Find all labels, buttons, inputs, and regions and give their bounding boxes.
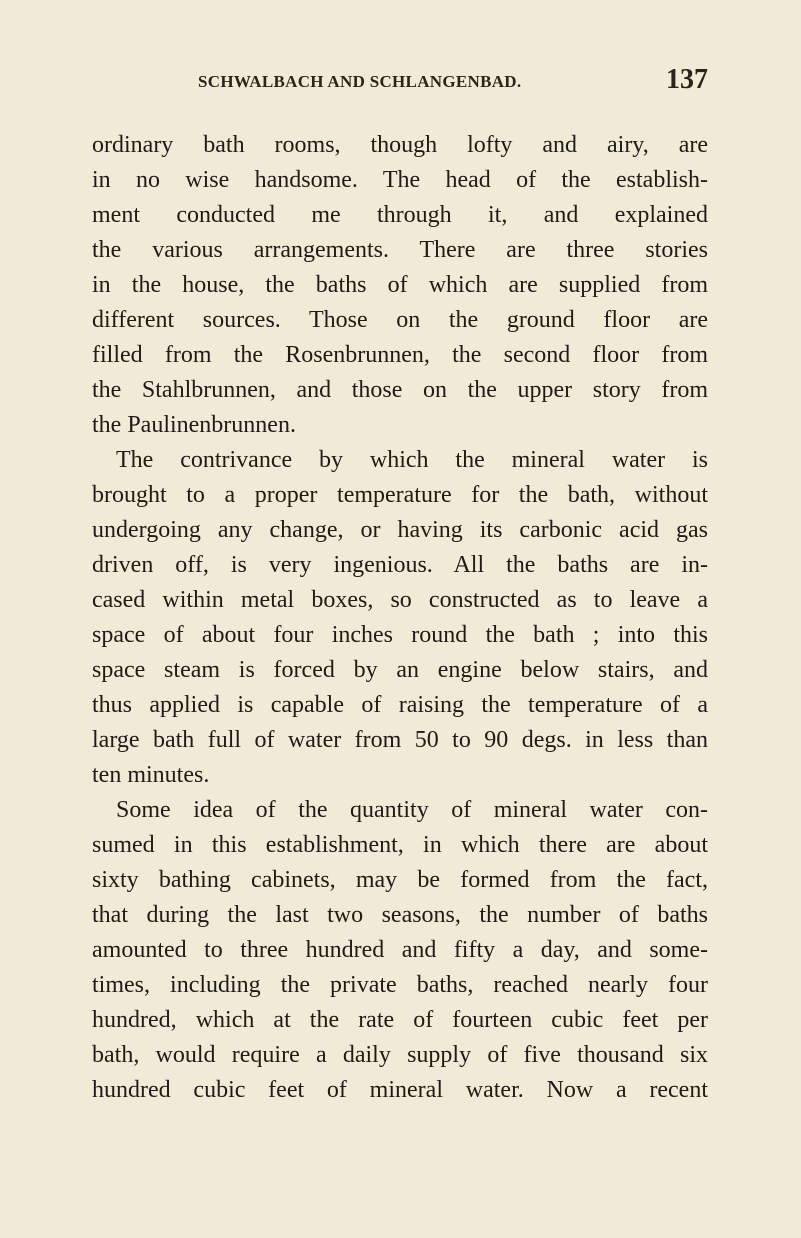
text-line: filled from the Rosenbrunnen, the second floor from	[92, 342, 708, 368]
text-line: undergoing any change, or having its carbonic acid gas	[92, 517, 708, 543]
running-title: SCHWALBACH AND SCHLANGENBAD.	[198, 72, 522, 91]
text-line: in no wise handsome. The head of the establish-	[92, 167, 708, 193]
text-line: large bath full of water from 50 to 90 degs. in less than	[92, 727, 708, 753]
text-line: different sources. Those on the ground floor are	[92, 307, 708, 333]
text-line: ordinary bath rooms, though lofty and airy, are	[92, 132, 708, 158]
text-line: sumed in this establishment, in which there are about	[92, 832, 708, 858]
text-line: brought to a proper temperature for the bath, without	[92, 482, 708, 508]
text-line: space of about four inches round the bath ; into this	[92, 622, 708, 648]
text-line: hundred, which at the rate of fourteen cubic feet per	[92, 1007, 708, 1033]
text-line: cased within metal boxes, so constructed as to leave a	[92, 587, 708, 613]
text-line: in the house, the baths of which are supplied from	[92, 272, 708, 298]
text-line: bath, would require a daily supply of five thousand six	[92, 1042, 708, 1068]
text-line: the Paulinenbrunnen.	[92, 412, 296, 438]
text-line: amounted to three hundred and fifty a day, and some-	[92, 937, 708, 963]
page-number: 137	[666, 64, 708, 95]
text-line: that during the last two seasons, the number of baths	[92, 902, 708, 928]
paragraph-start-line: The contrivance by which the mineral water is	[116, 447, 708, 473]
body-text	[92, 128, 708, 1108]
text-line: thus applied is capable of raising the temperature of a	[92, 692, 708, 718]
text-line: ten minutes.	[92, 762, 210, 788]
text-line: ment conducted me through it, and explained	[92, 202, 708, 228]
text-line: driven off, is very ingenious. All the baths are in-	[92, 552, 708, 578]
text-line: space steam is forced by an engine below stairs, and	[92, 657, 708, 683]
text-line: the various arrangements. There are three stories	[92, 237, 708, 263]
text-line: the Stahlbrunnen, and those on the upper story from	[92, 377, 708, 403]
text-line: sixty bathing cabinets, may be formed from the fact,	[92, 867, 708, 893]
paragraph-start-line: Some idea of the quantity of mineral water con-	[116, 797, 708, 823]
running-head	[112, 64, 708, 108]
text-line: times, including the private baths, reached nearly four	[92, 972, 708, 998]
text-line: hundred cubic feet of mineral water. Now a recent	[92, 1077, 708, 1103]
